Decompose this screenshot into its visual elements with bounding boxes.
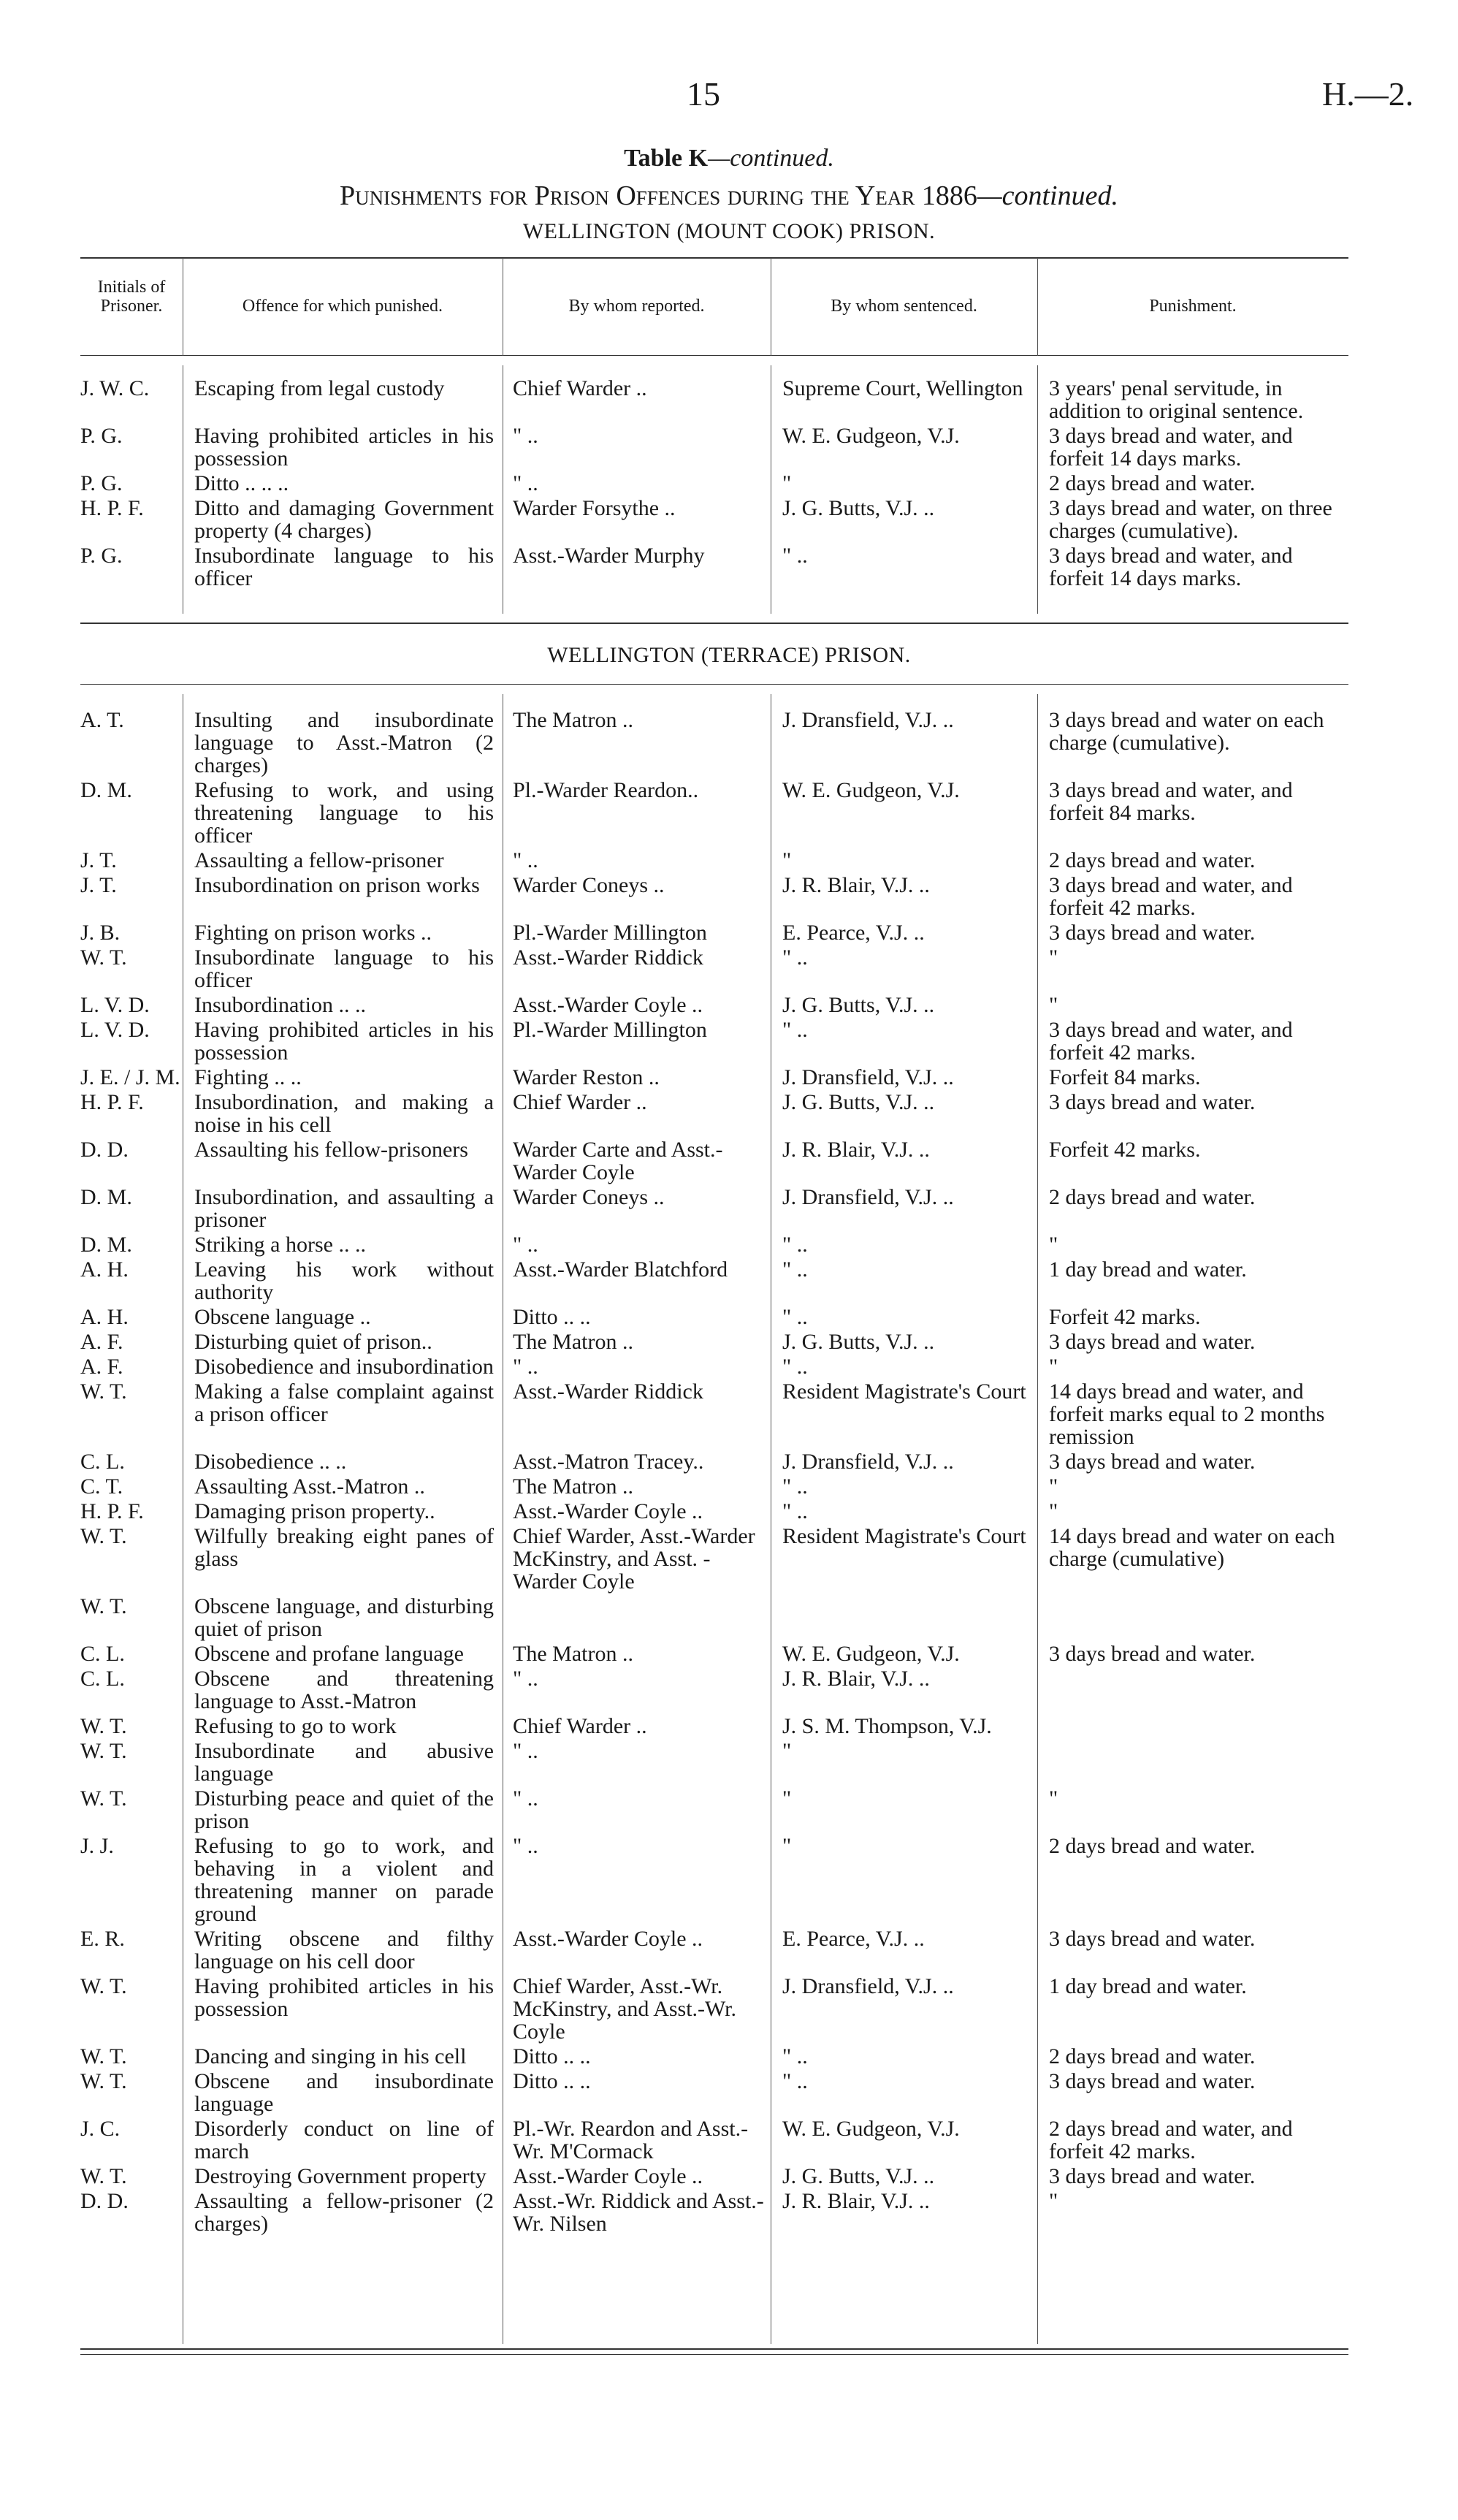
cell-sentenced-by: " ..: [782, 1233, 808, 1257]
cell-punishment: Forfeit 42 marks.: [1049, 1305, 1201, 1329]
cell-sentenced-by: ": [782, 471, 792, 495]
cell-initials: W. T.: [80, 1714, 127, 1738]
table-row: [80, 1019, 1348, 1066]
cell-reported-by: The Matron ..: [513, 1474, 633, 1499]
table-row: [80, 544, 1348, 592]
cell-sentenced-by: J. Dransfield, V.J. ..: [782, 708, 954, 732]
cell-sentenced-by: " ..: [782, 1355, 808, 1379]
table-row: [80, 1740, 1348, 1787]
cell-sentenced-by: W. E. Gudgeon, V.J.: [782, 424, 960, 448]
cell-initials: C. T.: [80, 1474, 123, 1499]
cell-initials: P. G.: [80, 544, 123, 568]
cell-sentenced-by: W. E. Gudgeon, V.J.: [782, 2117, 960, 2141]
cell-punishment: 3 days bread and water, and forfeit 14 days marks.: [1049, 424, 1293, 471]
cell-reported-by: Asst.-Warder Blatchford: [513, 1257, 728, 1282]
cell-offence: Refusing to go to work: [194, 1714, 397, 1738]
cell-sentenced-by: E. Pearce, V.J. ..: [782, 921, 925, 945]
cell-sentenced-by: J. G. Butts, V.J. ..: [782, 2164, 935, 2188]
cell-initials: H. P. F.: [80, 496, 144, 520]
cell-punishment: 2 days bread and water.: [1049, 2044, 1256, 2068]
cell-offence: Obscene and insubordinate language: [194, 2069, 494, 2116]
cell-initials: A. F.: [80, 1330, 123, 1354]
cell-reported-by: Asst.-Warder Coyle ..: [513, 1927, 703, 1951]
cell-reported-by: " ..: [513, 424, 538, 448]
page-number: 15: [687, 75, 720, 113]
cell-punishment: ": [1049, 945, 1058, 970]
section-rule: [80, 684, 1348, 685]
table-row: [80, 377, 1348, 425]
cell-initials: H. P. F.: [80, 1499, 144, 1523]
cell-reported-by: The Matron ..: [513, 1642, 633, 1666]
cell-punishment: 2 days bread and water, and forfeit 42 marks.: [1049, 2117, 1293, 2163]
table-row: [80, 472, 1348, 497]
cell-offence: Obscene and threatening language to Asst.-Matron: [194, 1667, 494, 1713]
cell-offence: Writing obscene and filthy language on his cell door: [194, 1927, 494, 1973]
cell-reported-by: Asst.-Warder Coyle ..: [513, 993, 703, 1017]
cell-offence: Assaulting Asst.-Matron ..: [194, 1474, 425, 1499]
cell-initials: J. J.: [80, 1834, 114, 1858]
cell-offence: Dancing and singing in his cell: [194, 2044, 467, 2068]
cell-sentenced-by: J. G. Butts, V.J. ..: [782, 1330, 935, 1354]
cell-initials: W. T.: [80, 2044, 127, 2068]
cell-offence: Wilfully breaking eight panes of glass: [194, 1524, 494, 1571]
cell-offence: Obscene and profane language: [194, 1642, 464, 1666]
cell-sentenced-by: " ..: [782, 1257, 808, 1282]
cell-reported-by: Asst.-Warder Coyle ..: [513, 1499, 703, 1523]
table-bottom-rule: [80, 2354, 1348, 2355]
cell-initials: A. T.: [80, 708, 124, 732]
cell-sentenced-by: Resident Magistrate's Court: [782, 1524, 1026, 1548]
table-row: [80, 1380, 1348, 1450]
cell-offence: Striking a horse .. ..: [194, 1233, 366, 1257]
cell-punishment: 14 days bread and water, and forfeit marks equal to 2 months remission: [1049, 1379, 1325, 1449]
cell-reported-by: The Matron ..: [513, 1330, 633, 1354]
cell-sentenced-by: J. G. Butts, V.J. ..: [782, 1090, 935, 1114]
table-row: [80, 1233, 1348, 1258]
cell-sentenced-by: J. S. M. Thompson, V.J.: [782, 1714, 992, 1738]
cell-sentenced-by: ": [782, 1834, 792, 1858]
cell-initials: P. G.: [80, 471, 123, 495]
cell-initials: A. H.: [80, 1305, 129, 1329]
section-rule: [80, 623, 1348, 624]
cell-sentenced-by: J. G. Butts, V.J. ..: [782, 993, 935, 1017]
cell-offence: Disturbing peace and quiet of the prison: [194, 1786, 494, 1833]
table-row: [80, 425, 1348, 472]
cell-reported-by: " ..: [513, 1739, 538, 1763]
cell-initials: W. T.: [80, 945, 127, 970]
table-row: [80, 1500, 1348, 1525]
cell-initials: C. L.: [80, 1667, 125, 1691]
cell-reported-by: Warder Forsythe ..: [513, 496, 676, 520]
table-row: [80, 1355, 1348, 1380]
cell-sentenced-by: Resident Magistrate's Court: [782, 1379, 1026, 1404]
cell-punishment: 3 days bread and water, and forfeit 14 days marks.: [1049, 544, 1293, 590]
table-row: [80, 1642, 1348, 1667]
cell-offence: Disobedience and insubordination: [194, 1355, 494, 1379]
table-row: [80, 709, 1348, 779]
cell-punishment: Forfeit 84 marks.: [1049, 1065, 1201, 1089]
cell-sentenced-by: ": [782, 1739, 792, 1763]
table-row: [80, 849, 1348, 874]
cell-sentenced-by: ": [782, 848, 792, 872]
table-row: [80, 1715, 1348, 1740]
cell-initials: C. L.: [80, 1450, 125, 1474]
cell-offence: Insubordination, and making a noise in his cell: [194, 1090, 494, 1137]
cell-reported-by: " ..: [513, 471, 538, 495]
cell-punishment: ": [1049, 1355, 1058, 1379]
cell-sentenced-by: J. Dransfield, V.J. ..: [782, 1974, 954, 1998]
table-row: [80, 1927, 1348, 1975]
cell-reported-by: Asst.-Wr. Riddick and Asst.-Wr. Nilsen: [513, 2189, 764, 2236]
cell-offence: Insubordination .. ..: [194, 993, 366, 1017]
cell-punishment: [1037, 1595, 1348, 1642]
cell-offence: Insubordination, and assaulting a prisoner: [194, 1185, 494, 1232]
cell-initials: A. H.: [80, 1257, 129, 1282]
cell-initials: D. M.: [80, 1233, 132, 1257]
cell-reported-by: " ..: [513, 848, 538, 872]
cell-punishment: 3 days bread and water on each charge (cumulative).: [1049, 708, 1324, 755]
table-row: [80, 1787, 1348, 1835]
cell-offence: Fighting on prison works ..: [194, 921, 432, 945]
cell-initials: W. T.: [80, 1974, 127, 1998]
table-row: [80, 1450, 1348, 1475]
cell-punishment: [1037, 1667, 1348, 1715]
table-row: [80, 1525, 1348, 1595]
cell-offence: Destroying Government property: [194, 2164, 486, 2188]
cell-punishment: [1037, 1715, 1348, 1740]
punishments-table-mount-cook: [80, 377, 1348, 592]
cell-sentenced-by: J. R. Blair, V.J. ..: [782, 873, 930, 897]
cell-reported-by: Pl.-Warder Millington: [513, 1018, 707, 1042]
table-row: [80, 1667, 1348, 1715]
document-reference: H.—2.: [1322, 75, 1414, 113]
table-row: [80, 1331, 1348, 1355]
cell-sentenced-by: [771, 1595, 1037, 1642]
table-title: Table K—continued.: [624, 145, 834, 172]
cell-sentenced-by: E. Pearce, V.J. ..: [782, 1927, 925, 1951]
cell-reported-by: " ..: [513, 1667, 538, 1691]
cell-reported-by: Chief Warder ..: [513, 1090, 647, 1114]
table-row: [80, 497, 1348, 544]
cell-offence: Escaping from legal custody: [194, 376, 445, 400]
table-row: [80, 1306, 1348, 1331]
table-row: [80, 1138, 1348, 1186]
cell-sentenced-by: " ..: [782, 2069, 808, 2093]
cell-reported-by: Asst.-Warder Riddick: [513, 1379, 703, 1404]
cell-punishment: 3 days bread and water.: [1049, 1330, 1256, 1354]
cell-reported-by: Pl.-Warder Reardon..: [513, 778, 699, 802]
cell-reported-by: Asst.-Matron Tracey..: [513, 1450, 704, 1474]
cell-punishment: 2 days bread and water.: [1049, 1185, 1256, 1209]
cell-offence: Assaulting a fellow-prisoner: [194, 848, 444, 872]
cell-offence: Assaulting a fellow-prisoner (2 charges): [194, 2189, 494, 2236]
cell-punishment: ": [1049, 1499, 1058, 1523]
cell-punishment: 3 days bread and water.: [1049, 1642, 1256, 1666]
cell-initials: A. F.: [80, 1355, 123, 1379]
cell-reported-by: " ..: [513, 1233, 538, 1257]
table-row: [80, 1258, 1348, 1306]
cell-punishment: ": [1049, 1474, 1058, 1499]
cell-offence: Damaging prison property..: [194, 1499, 435, 1523]
cell-reported-by: Warder Coneys ..: [513, 1185, 665, 1209]
table-row: [80, 946, 1348, 994]
table-row: [80, 779, 1348, 849]
cell-initials: J. T.: [80, 848, 117, 872]
cell-offence: Obscene language, and disturbing quiet of prison: [194, 1594, 494, 1641]
cell-reported-by: Ditto .. ..: [513, 2069, 591, 2093]
cell-sentenced-by: " ..: [782, 1018, 808, 1042]
table-row: [80, 1186, 1348, 1233]
table-row: [80, 994, 1348, 1019]
cell-offence: Insubordinate and abusive language: [194, 1739, 494, 1786]
cell-reported-by: Asst.-Warder Riddick: [513, 945, 703, 970]
cell-punishment: ": [1049, 1786, 1058, 1811]
cell-reported-by: The Matron ..: [513, 708, 633, 732]
cell-sentenced-by: " ..: [782, 1474, 808, 1499]
cell-punishment: 3 years' penal servitude, in addition to original sentence.: [1049, 376, 1304, 423]
cell-offence: Assaulting his fellow-prisoners: [194, 1138, 468, 1162]
header-bottom-rule: [80, 355, 1348, 356]
cell-punishment: 3 days bread and water.: [1049, 1450, 1256, 1474]
cell-offence: Insubordinate language to his officer: [194, 544, 494, 590]
cell-reported-by: Warder Coneys ..: [513, 873, 665, 897]
table-row: [80, 874, 1348, 921]
punishments-table-terrace: [80, 709, 1348, 2237]
cell-initials: J. B.: [80, 921, 121, 945]
col-header-initials: Initials of Prisoner.: [97, 278, 166, 316]
cell-punishment: [1037, 1740, 1348, 1787]
cell-punishment: 3 days bread and water.: [1049, 1090, 1256, 1114]
col-header-sentenced: By whom sentenced.: [831, 297, 977, 316]
cell-punishment: 2 days bread and water.: [1049, 848, 1256, 872]
cell-sentenced-by: " ..: [782, 945, 808, 970]
cell-offence: Ditto and damaging Government property (4 charges): [194, 496, 494, 543]
table-row: [80, 1091, 1348, 1138]
cell-offence: Insulting and insubordinate language to Asst.-Matron (2 charges): [194, 708, 494, 777]
cell-initials: W. T.: [80, 1739, 127, 1763]
cell-reported-by: Chief Warder, Asst.-Warder McKinstry, and Asst. - Warder Coyle: [513, 1524, 755, 1594]
cell-sentenced-by: J. G. Butts, V.J. ..: [782, 496, 935, 520]
cell-offence: Leaving his work without authority: [194, 1257, 494, 1304]
cell-offence: Refusing to work, and using threatening language to his officer: [194, 778, 494, 848]
cell-initials: W. T.: [80, 1786, 127, 1811]
cell-punishment: 3 days bread and water.: [1049, 2164, 1256, 2188]
table-row: [80, 2045, 1348, 2070]
cell-offence: Having prohibited articles in his possession: [194, 424, 494, 471]
table-row: [80, 1066, 1348, 1091]
cell-punishment: 3 days bread and water.: [1049, 1927, 1256, 1951]
cell-sentenced-by: " ..: [782, 1499, 808, 1523]
table-row: [80, 2190, 1348, 2237]
cell-reported-by: Warder Carte and Asst.-Warder Coyle: [513, 1138, 723, 1184]
table-bottom-rule: [80, 2348, 1348, 2350]
cell-initials: C. L.: [80, 1642, 125, 1666]
cell-offence: Insubordinate language to his officer: [194, 945, 494, 992]
cell-sentenced-by: " ..: [782, 2044, 808, 2068]
cell-initials: W. T.: [80, 2069, 127, 2093]
cell-reported-by: Warder Reston ..: [513, 1065, 660, 1089]
cell-initials: H. P. F.: [80, 1090, 144, 1114]
header-top-rule: [80, 257, 1348, 259]
cell-punishment: Forfeit 42 marks.: [1049, 1138, 1201, 1162]
cell-punishment: 3 days bread and water, and forfeit 42 marks.: [1049, 1018, 1293, 1065]
cell-punishment: 1 day bread and water.: [1049, 1257, 1247, 1282]
cell-reported-by: Asst.-Warder Coyle ..: [513, 2164, 703, 2188]
table-row: [80, 1595, 1348, 1642]
cell-reported-by: Chief Warder ..: [513, 1714, 647, 1738]
cell-reported-by: " ..: [513, 1786, 538, 1811]
cell-initials: W. T.: [80, 1379, 127, 1404]
cell-initials: L. V. D.: [80, 993, 150, 1017]
col-header-punishment: Punishment.: [1149, 297, 1237, 316]
cell-sentenced-by: J. R. Blair, V.J. ..: [782, 2189, 930, 2213]
cell-sentenced-by: J. R. Blair, V.J. ..: [782, 1138, 930, 1162]
cell-reported-by: Chief Warder, Asst.-Wr. McKinstry, and Asst.-Wr. Coyle: [513, 1974, 736, 2044]
cell-offence: Insubordination on prison works: [194, 873, 480, 897]
cell-initials: W. T.: [80, 2164, 127, 2188]
section-title-mount-cook: WELLINGTON (MOUNT COOK) PRISON.: [522, 219, 936, 243]
table-row: [80, 1975, 1348, 2045]
cell-punishment: 14 days bread and water on each charge (cumulative): [1049, 1524, 1335, 1571]
cell-punishment: 3 days bread and water, and forfeit 84 marks.: [1049, 778, 1293, 825]
cell-punishment: ": [1049, 993, 1058, 1017]
cell-offence: Fighting .. ..: [194, 1065, 302, 1089]
cell-offence: Ditto .. .. ..: [194, 471, 289, 495]
cell-punishment: 3 days bread and water, and forfeit 42 marks.: [1049, 873, 1293, 920]
table-row: [80, 1835, 1348, 1927]
cell-sentenced-by: W. E. Gudgeon, V.J.: [782, 778, 960, 802]
cell-offence: Having prohibited articles in his possession: [194, 1974, 494, 2021]
cell-sentenced-by: Supreme Court, Wellington: [782, 376, 1023, 400]
cell-sentenced-by: " ..: [782, 1305, 808, 1329]
cell-offence: Having prohibited articles in his possession: [194, 1018, 494, 1065]
cell-initials: J. W. C.: [80, 376, 150, 400]
table-row: [80, 1475, 1348, 1500]
cell-initials: J. T.: [80, 873, 117, 897]
cell-reported-by: Asst.-Warder Murphy: [513, 544, 705, 568]
cell-offence: Obscene language ..: [194, 1305, 371, 1329]
cell-punishment: 3 days bread and water, on three charges (cumulative).: [1049, 496, 1332, 543]
cell-initials: D. D.: [80, 2189, 129, 2213]
cell-reported-by: " ..: [513, 1834, 538, 1858]
cell-sentenced-by: J. R. Blair, V.J. ..: [782, 1667, 930, 1691]
cell-sentenced-by: " ..: [782, 544, 808, 568]
cell-sentenced-by: J. Dransfield, V.J. ..: [782, 1185, 954, 1209]
cell-punishment: ": [1049, 2189, 1058, 2213]
cell-reported-by: Pl.-Wr. Reardon and Asst.-Wr. M'Cormack: [513, 2117, 749, 2163]
table-row: [80, 2165, 1348, 2190]
cell-initials: L. V. D.: [80, 1018, 150, 1042]
cell-punishment: 1 day bread and water.: [1049, 1974, 1247, 1998]
cell-punishment: 2 days bread and water.: [1049, 471, 1256, 495]
cell-offence: Refusing to go to work, and behaving in a violent and threatening manner on parade ground: [194, 1834, 494, 1926]
cell-initials: D. M.: [80, 778, 132, 802]
cell-initials: D. D.: [80, 1138, 129, 1162]
cell-reported-by: Ditto .. ..: [513, 1305, 591, 1329]
cell-reported-by: Pl.-Warder Millington: [513, 921, 707, 945]
col-header-offence: Offence for which punished.: [242, 297, 443, 316]
section-title-terrace: WELLINGTON (TERRACE) PRISON.: [547, 643, 911, 667]
cell-initials: W. T.: [80, 1524, 127, 1548]
cell-sentenced-by: ": [782, 1786, 792, 1811]
cell-offence: Disorderly conduct on line of march: [194, 2117, 494, 2163]
cell-reported-by: Ditto .. ..: [513, 2044, 591, 2068]
cell-punishment: 3 days bread and water.: [1049, 2069, 1256, 2093]
cell-offence: Disobedience .. ..: [194, 1450, 347, 1474]
cell-punishment: ": [1049, 1233, 1058, 1257]
cell-offence: Disturbing quiet of prison..: [194, 1330, 432, 1354]
cell-initials: W. T.: [80, 1594, 127, 1618]
cell-sentenced-by: W. E. Gudgeon, V.J.: [782, 1642, 960, 1666]
cell-reported-by: [503, 1595, 771, 1642]
table-heading: Punishments for Prison Offences during the Year 1886—continued.: [340, 180, 1118, 211]
cell-initials: E. R.: [80, 1927, 125, 1951]
cell-initials: J. E. / J. M.: [80, 1065, 180, 1089]
cell-sentenced-by: J. Dransfield, V.J. ..: [782, 1065, 954, 1089]
cell-sentenced-by: J. Dransfield, V.J. ..: [782, 1450, 954, 1474]
cell-initials: J. C.: [80, 2117, 121, 2141]
cell-initials: P. G.: [80, 424, 123, 448]
cell-punishment: 2 days bread and water.: [1049, 1834, 1256, 1858]
cell-punishment: 3 days bread and water.: [1049, 921, 1256, 945]
table-row: [80, 2070, 1348, 2117]
cell-reported-by: Chief Warder ..: [513, 376, 647, 400]
table-row: [80, 2117, 1348, 2165]
cell-offence: Making a false complaint against a prison officer: [194, 1379, 494, 1426]
cell-initials: D. M.: [80, 1185, 132, 1209]
cell-reported-by: " ..: [513, 1355, 538, 1379]
table-row: [80, 921, 1348, 946]
col-header-reported: By whom reported.: [568, 297, 705, 316]
